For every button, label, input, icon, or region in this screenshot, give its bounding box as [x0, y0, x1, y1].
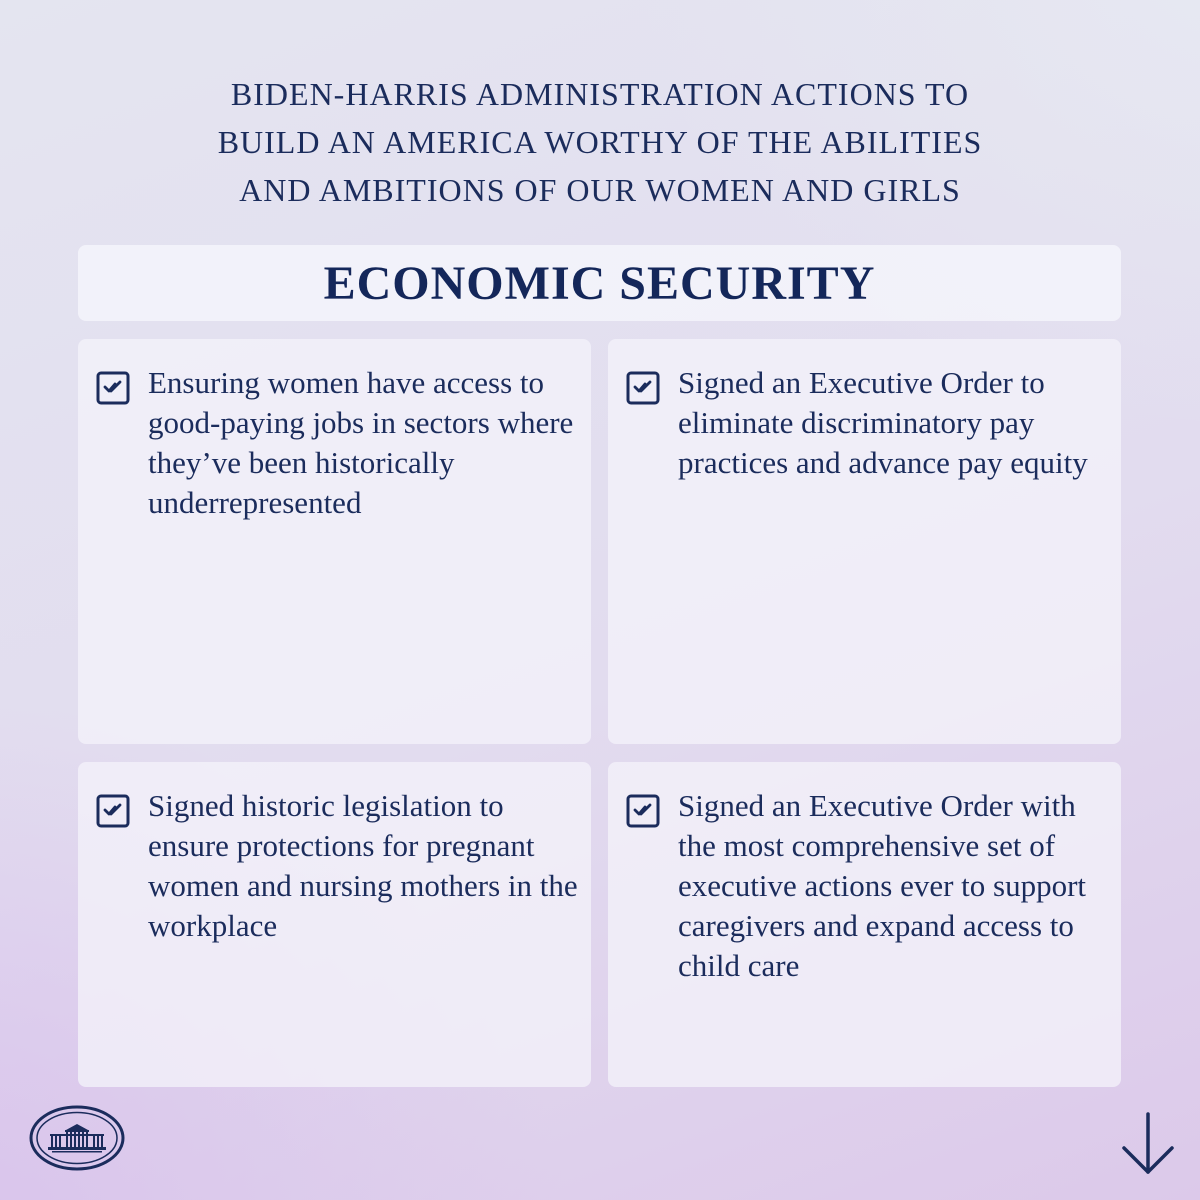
- action-card-1: [78, 339, 591, 744]
- checkbox-check-icon: [96, 794, 130, 828]
- arrow-down-icon[interactable]: [1118, 1110, 1178, 1178]
- action-card-4: [608, 762, 1121, 1087]
- action-card-3: [78, 762, 591, 1087]
- headline-line-2: BUILD AN AMERICA WORTHY OF THE ABILITIES: [217, 124, 983, 160]
- action-text: Signed historic legislation to ensure protections for pregnant women and nursing mothers in the workplace: [148, 788, 578, 943]
- section-title: ECONOMIC SECURITY: [323, 256, 876, 310]
- white-house-seal-icon: [28, 1104, 126, 1172]
- action-text: Signed an Executive Order with the most comprehensive set of executive actions ever to support caregivers and expand access to child care: [678, 788, 1087, 983]
- section-banner: [78, 245, 1121, 321]
- action-card-2: [608, 339, 1121, 744]
- checkbox-check-icon: [96, 371, 130, 405]
- headline: [100, 70, 1100, 214]
- headline-line-1: BIDEN-HARRIS ADMINISTRATION ACTIONS TO: [230, 76, 970, 112]
- checkbox-check-icon: [626, 371, 660, 405]
- action-text: Ensuring women have access to good-paying jobs in sectors where they’ve been historically underrepresented: [148, 365, 574, 520]
- action-text: Signed an Executive Order to eliminate discriminatory pay practices and advance pay equity: [678, 365, 1088, 480]
- headline-line-3: AND AMBITIONS OF OUR WOMEN AND GIRLS: [239, 172, 961, 208]
- checkbox-check-icon: [626, 794, 660, 828]
